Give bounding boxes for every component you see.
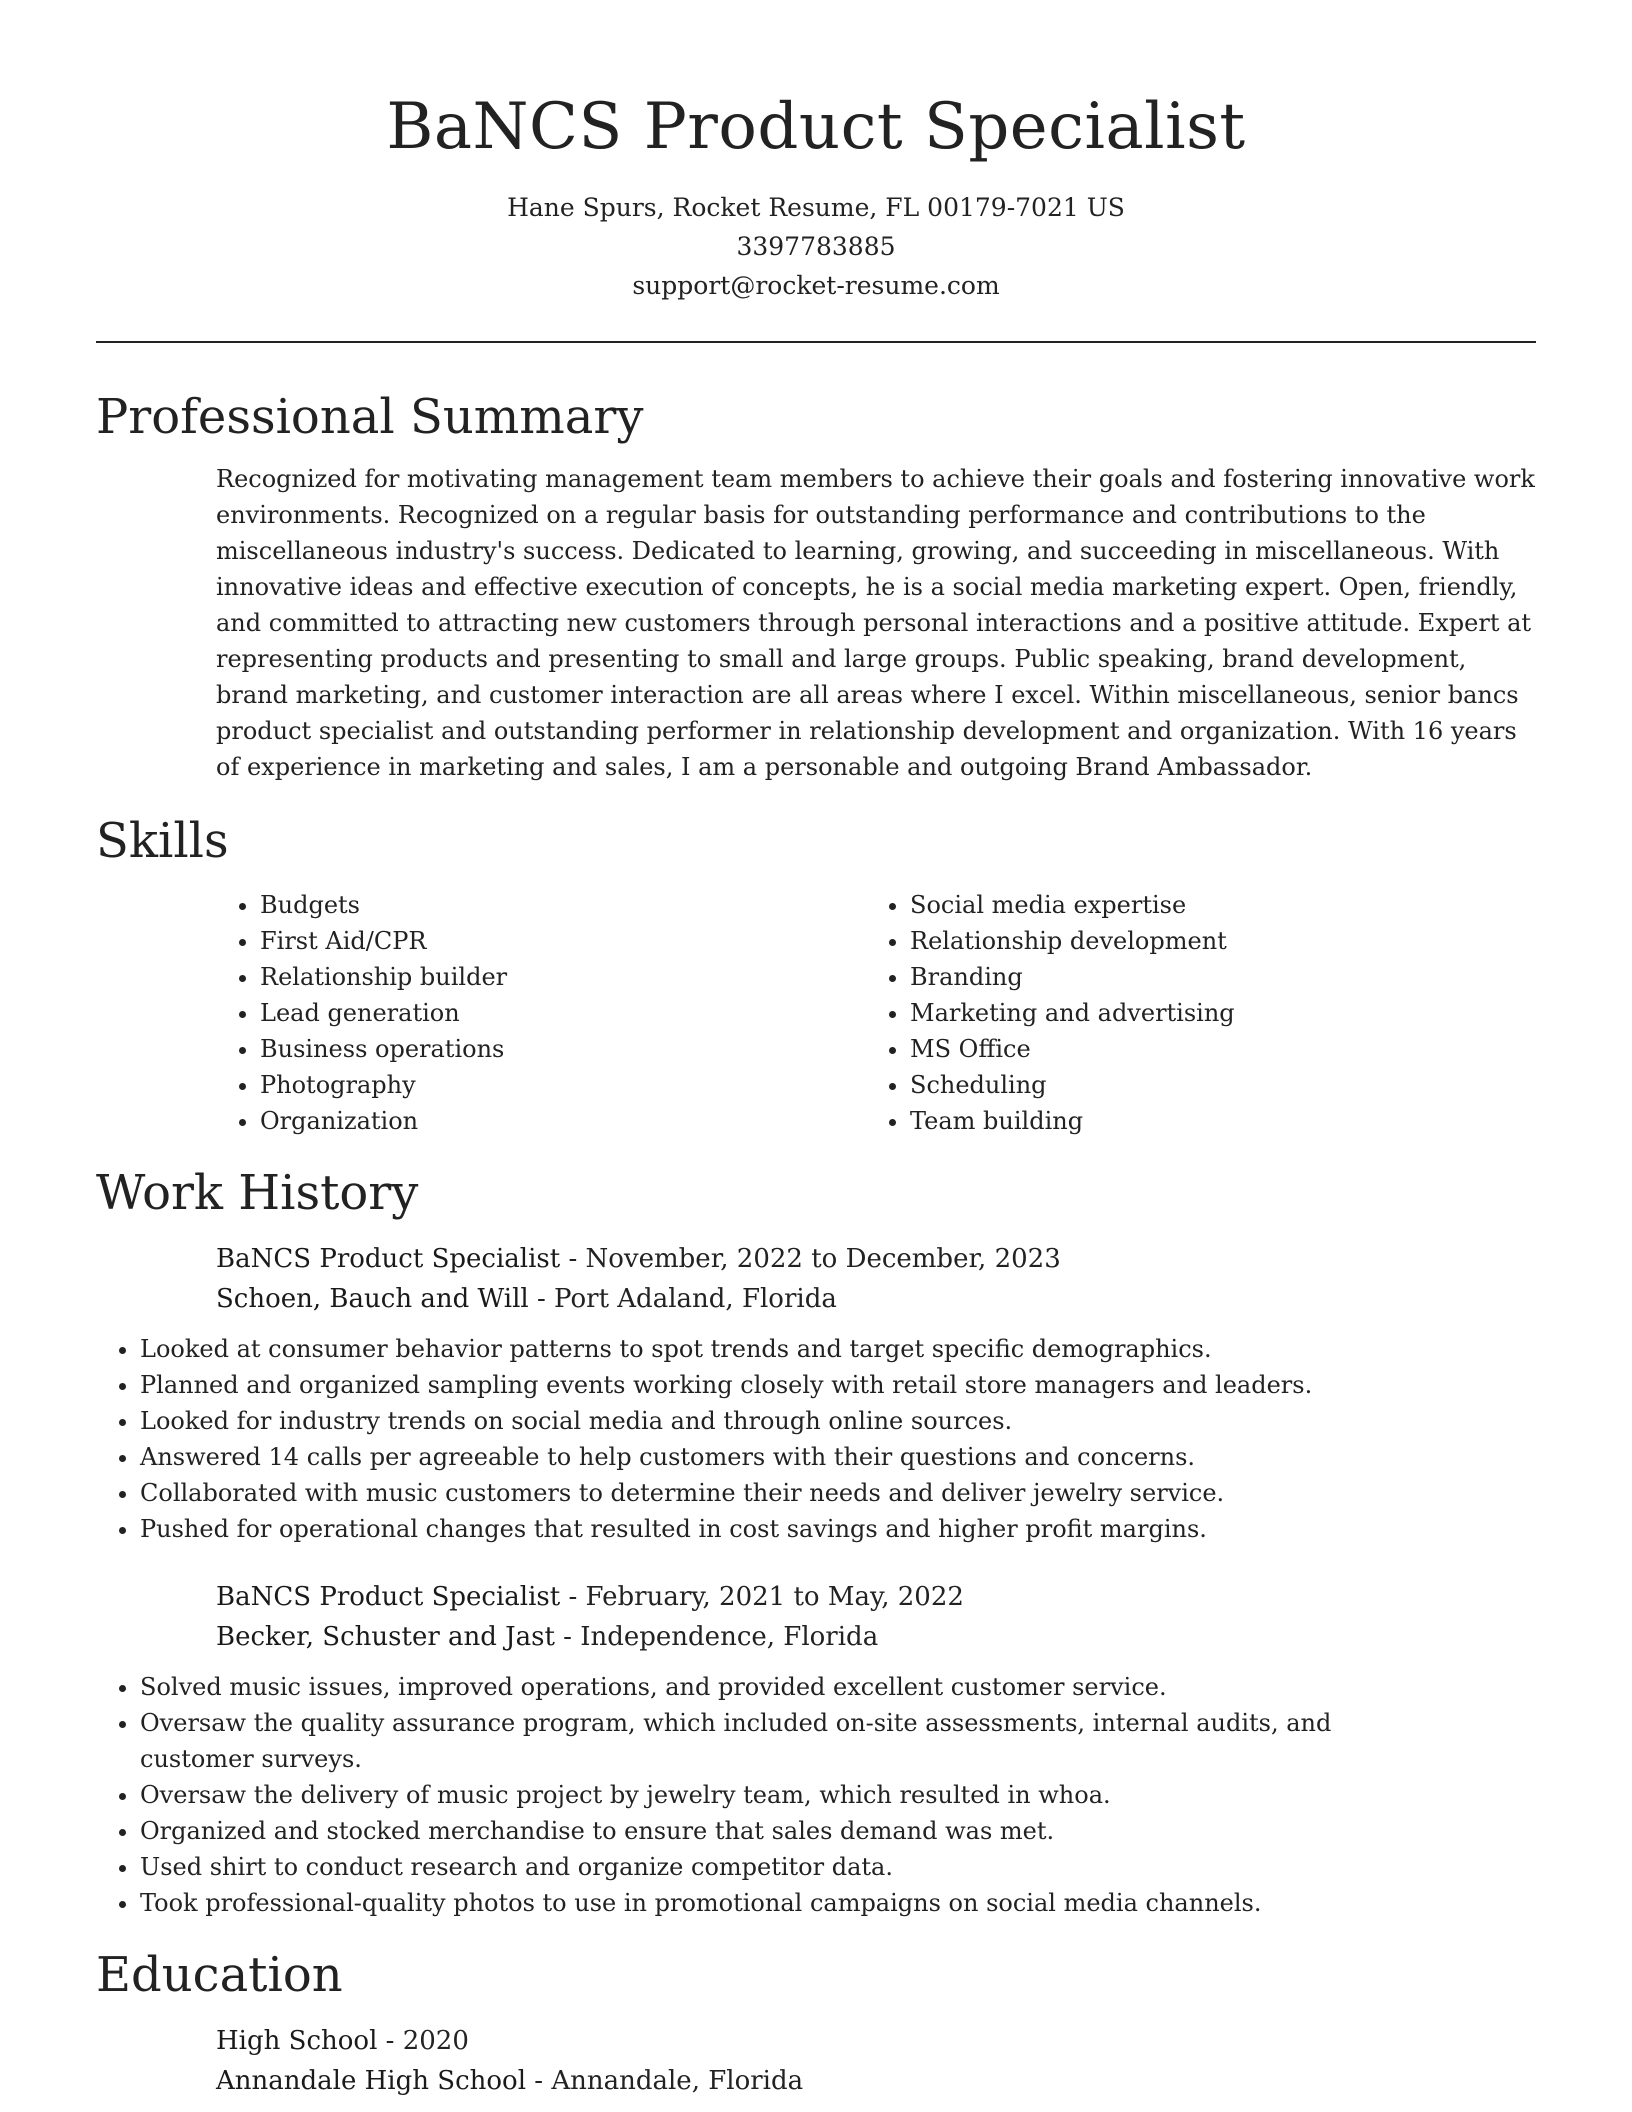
resume-page <box>96 0 1536 2101</box>
education-school-line <box>216 2061 1536 2101</box>
phone-number: 3397783885 <box>736 232 896 261</box>
header-divider <box>96 341 1536 343</box>
job-bullet: • Pushed for operational changes that resulted in cost savings and higher profit margins. <box>140 1511 1416 1547</box>
skills-column-right <box>866 887 1516 1139</box>
job-company-line <box>216 1617 1536 1657</box>
job-title-line <box>216 1239 1536 1279</box>
skills-column-left <box>216 887 866 1139</box>
work-history-heading: Work History <box>96 1165 419 1221</box>
job-bullet: • Solved music issues, improved operations, and provided excellent customer service. <box>140 1669 1416 1705</box>
skill-item: • Scheduling <box>910 1067 1516 1103</box>
job-bullet: • Oversaw the delivery of music project by jewelry team, which resulted in whoa. <box>140 1777 1416 1813</box>
job-company: Becker, Schuster and Jast <box>216 1622 555 1652</box>
job-bullets <box>96 1331 1416 1547</box>
education-degree-line <box>216 2021 1536 2061</box>
education-location: - Annandale, Florida <box>526 2066 804 2096</box>
job-bullet: • Collaborated with music customers to determine their needs and deliver jewelry service. <box>140 1475 1416 1511</box>
job-bullet: • Looked at consumer behavior patterns to spot trends and target specific demographics. <box>140 1331 1416 1367</box>
education-year: - 2020 <box>377 2026 469 2056</box>
job-bullet: • Looked for industry trends on social media and through online sources. <box>140 1403 1416 1439</box>
job-entry <box>216 1239 1536 1319</box>
email-address: support@rocket-resume.com <box>632 271 1000 300</box>
resume-header <box>96 0 1536 305</box>
education-entry <box>216 2021 1536 2101</box>
summary-text: Recognized for motivating management team members to achieve their goals and fostering innovative work environments. Recognized on a regular basis for outstanding performance and contributions to the miscellaneous industry's success. Dedicated to learning, growing, and succeeding in miscellaneous. With innovative ideas and effective execution of concepts, he is a social media marketing expert. Open, friendly, and committed to attracting new customers through personal interactions and a positive attitude. Expert at representing products and presenting to small and large groups. Public speaking, brand development, brand marketing, and customer interaction are all areas where I excel. Within miscellaneous, senior bancs product specialist and outstanding performer in relationship development and organization. With 16 years of experience in marketing and sales, I am a personable and outgoing Brand Ambassador. <box>216 465 1535 781</box>
job-title: BaNCS Product Specialist <box>216 1582 561 1612</box>
skill-item: • Business operations <box>260 1031 866 1067</box>
skill-item: • Social media expertise <box>910 887 1516 923</box>
education-school: Annandale High School <box>216 2066 527 2096</box>
education-heading: Education <box>96 1947 343 2003</box>
job-bullet: • Organized and stocked merchandise to ensure that sales demand was met. <box>140 1813 1416 1849</box>
job-company-line <box>216 1279 1536 1319</box>
job-dates: - February, 2021 to May, 2022 <box>560 1582 964 1612</box>
job-location: - Port Adaland, Florida <box>528 1284 837 1314</box>
skill-item: • Lead generation <box>260 995 866 1031</box>
job-bullet: • Oversaw the quality assurance program, which included on-site assessments, internal audits, and customer surveys. <box>140 1705 1416 1777</box>
job-company: Schoen, Bauch and Will <box>216 1284 529 1314</box>
job-title: BaNCS Product Specialist <box>216 1244 561 1274</box>
skill-item: • Relationship builder <box>260 959 866 995</box>
job-entry <box>216 1577 1536 1657</box>
skill-item: • Budgets <box>260 887 866 923</box>
resume-title: BaNCS Product Specialist <box>386 90 1246 164</box>
summary-heading: Professional Summary <box>96 389 644 445</box>
education-degree: High School <box>216 2026 378 2056</box>
job-title-line <box>216 1577 1536 1617</box>
job-location: - Independence, Florida <box>554 1622 879 1652</box>
job-bullet: • Used shirt to conduct research and organize competitor data. <box>140 1849 1416 1885</box>
address: Hane Spurs, Rocket Resume, FL 00179-7021 US <box>507 193 1125 222</box>
skill-item: • Marketing and advertising <box>910 995 1516 1031</box>
skill-item: • Team building <box>910 1103 1516 1139</box>
skill-item: • Branding <box>910 959 1516 995</box>
job-bullet: • Answered 14 calls per agreeable to help customers with their questions and concerns. <box>140 1439 1416 1475</box>
skill-item: • MS Office <box>910 1031 1516 1067</box>
contact-info <box>96 188 1536 305</box>
skills-list <box>216 887 1536 1139</box>
skill-item: • Photography <box>260 1067 866 1103</box>
skills-heading: Skills <box>96 813 229 869</box>
skill-item: • First Aid/CPR <box>260 923 866 959</box>
job-bullets <box>96 1669 1416 1921</box>
job-bullet: • Took professional-quality photos to use in promotional campaigns on social media channels. <box>140 1885 1416 1921</box>
skill-item: • Organization <box>260 1103 866 1139</box>
job-bullet: • Planned and organized sampling events working closely with retail store managers and leaders. <box>140 1367 1416 1403</box>
job-dates: - November, 2022 to December, 2023 <box>560 1244 1061 1274</box>
skill-item: • Relationship development <box>910 923 1516 959</box>
